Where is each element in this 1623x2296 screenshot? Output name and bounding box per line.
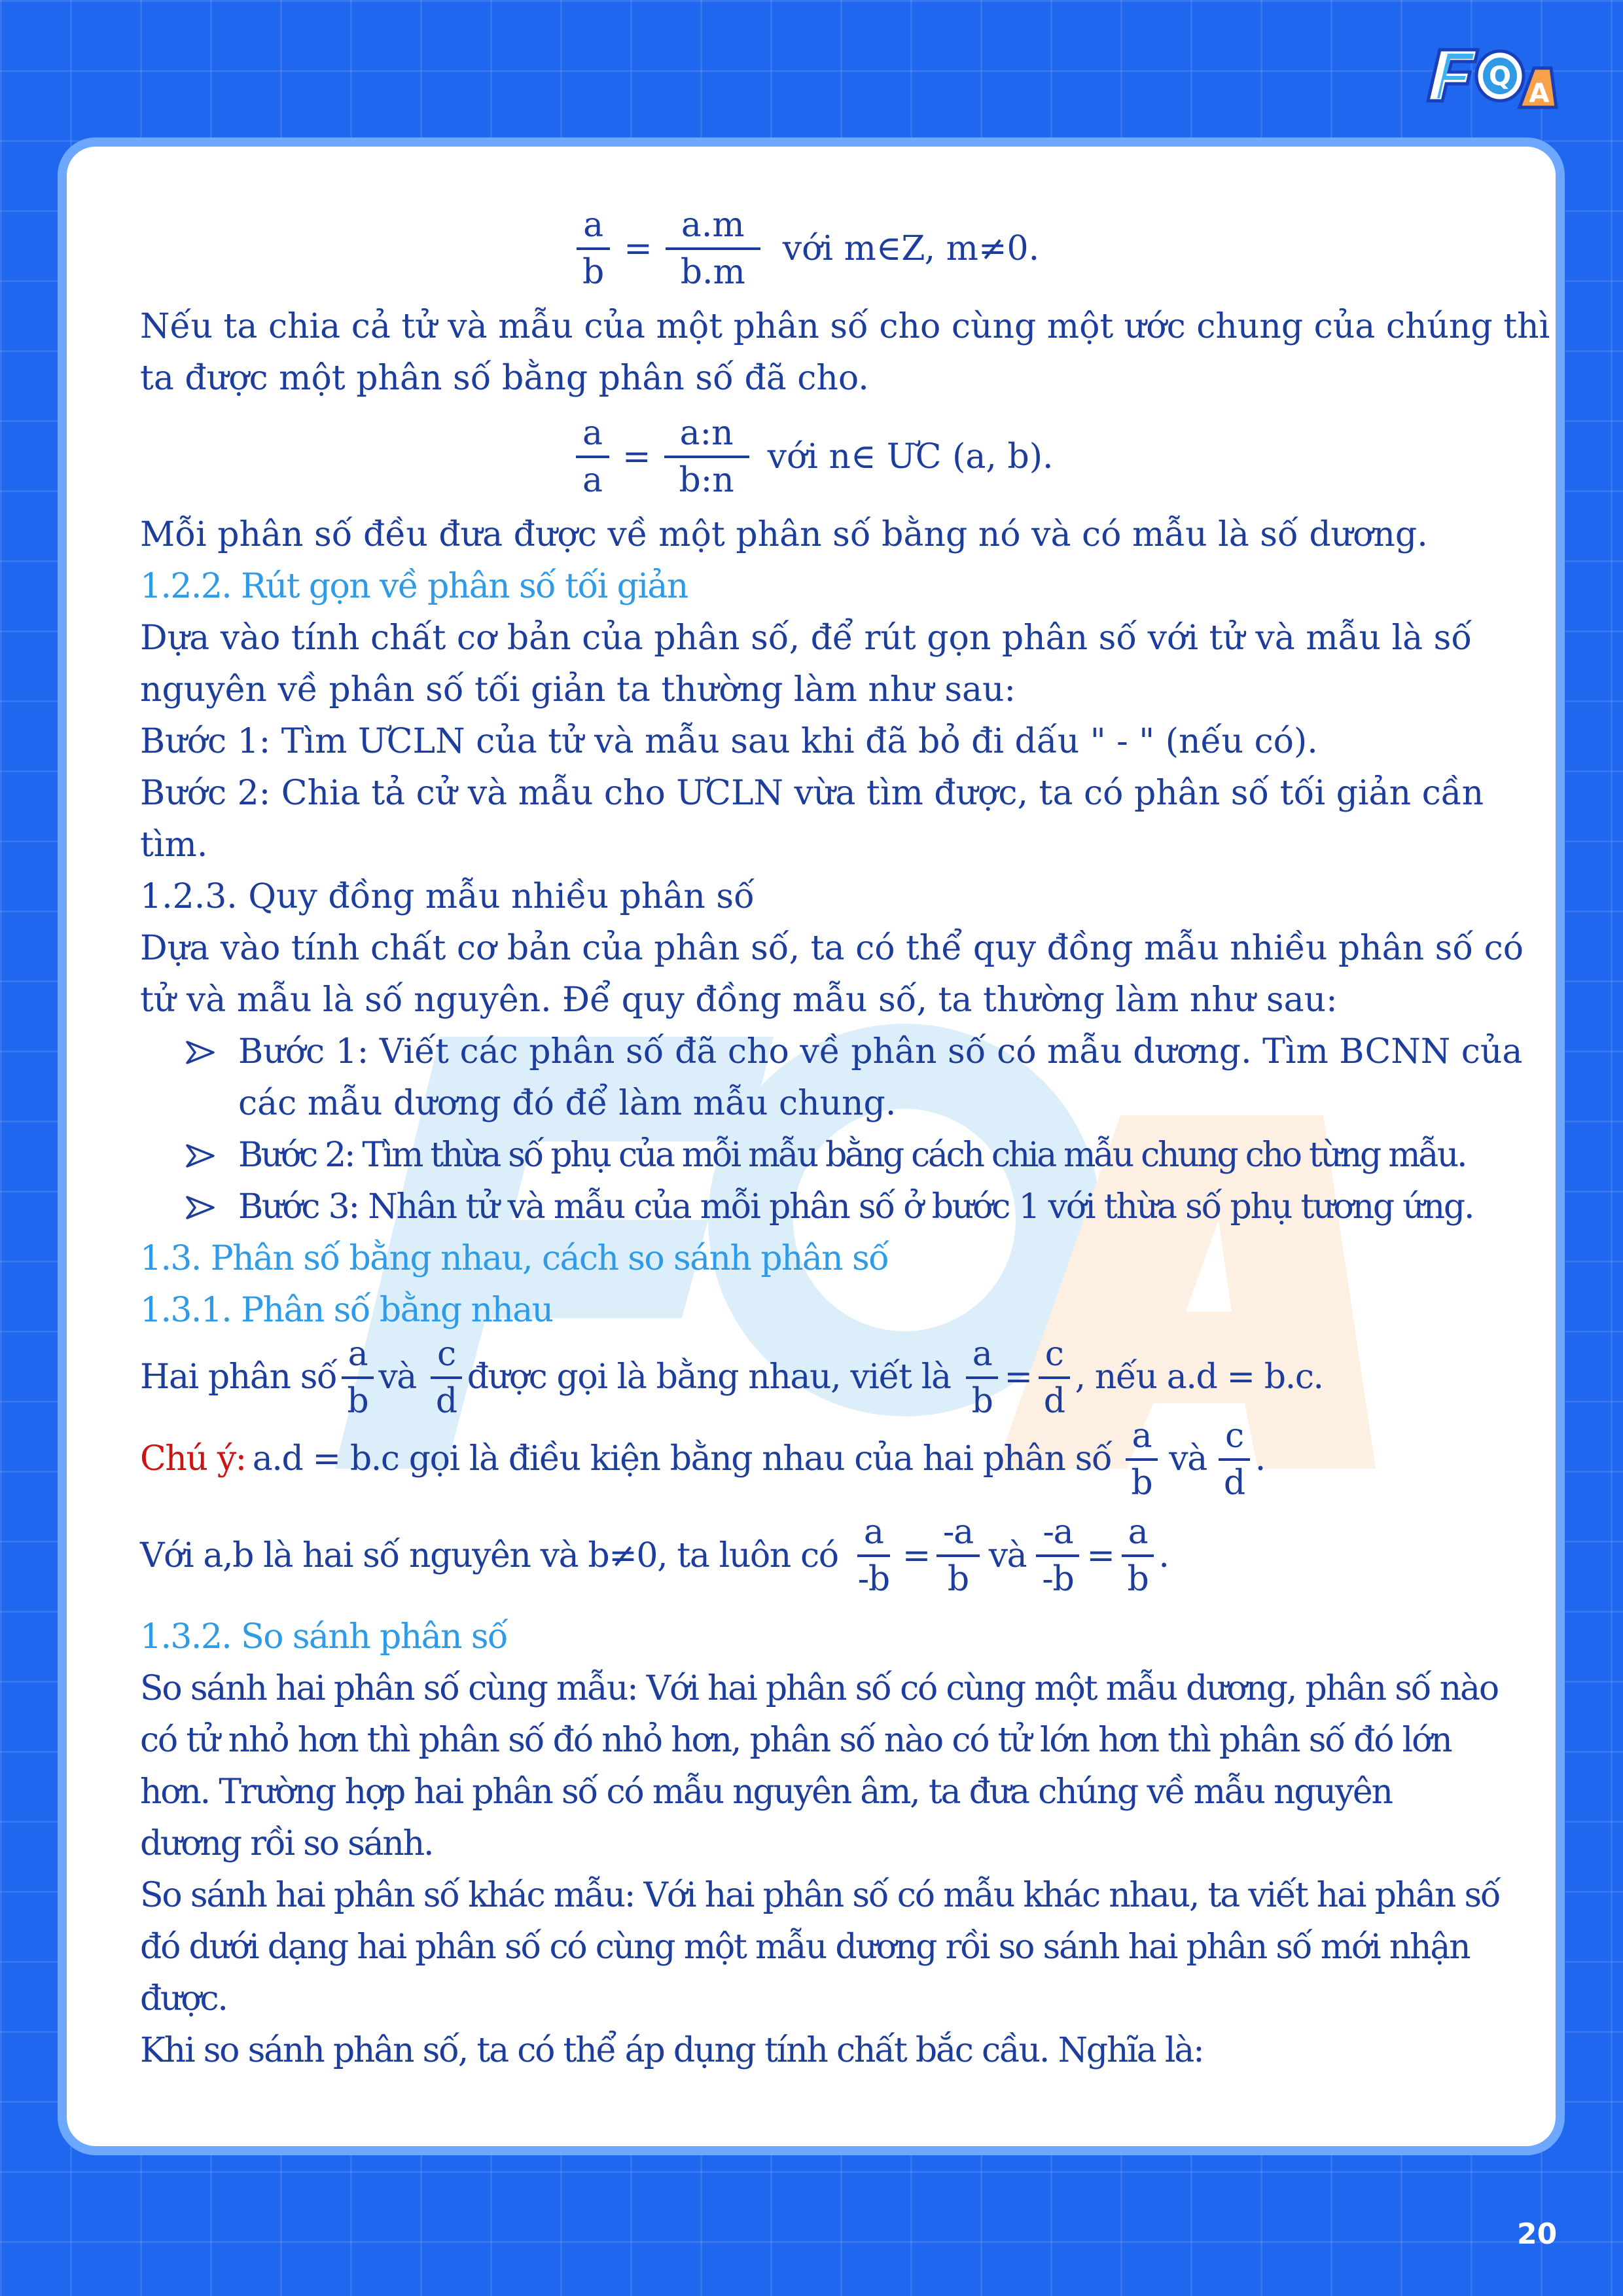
section-heading: 1.2.3. Quy đồng mẫu nhiều phân số: [140, 877, 755, 916]
svg-text:A: A: [1529, 79, 1550, 109]
inline-text: Với a,b là hai số nguyên và b≠0, ta luôn có: [140, 1535, 838, 1575]
paragraph-line: được.: [140, 1979, 227, 2018]
equals-sign: =: [1004, 1357, 1032, 1397]
numerator: a.m: [666, 204, 760, 250]
denominator: a: [582, 461, 603, 500]
inline-text: , nếu a.d = b.c.: [1075, 1357, 1323, 1397]
denominator: d: [1223, 1463, 1245, 1503]
denominator: b: [582, 253, 605, 292]
denominator: d: [1043, 1381, 1065, 1421]
denominator: b: [947, 1560, 969, 1599]
inline-text: a.d = b.c gọi là điều kiện bằng nhau của hai phân số: [252, 1439, 1112, 1479]
fraction: [429, 1333, 463, 1422]
arrowhead-bullet-icon: [186, 1144, 215, 1168]
fraction: [340, 1333, 374, 1422]
equality-definition: [140, 1334, 1496, 1421]
inline-text: .: [1158, 1535, 1169, 1575]
step-line: tìm.: [140, 825, 208, 865]
denominator: b: [1131, 1463, 1152, 1503]
note-label: Chú ý:: [140, 1439, 246, 1479]
inline-text: và: [988, 1535, 1027, 1575]
equals-sign: =: [622, 437, 651, 476]
formula-equivalent-fraction-divide: [140, 404, 1496, 509]
inline-text: Hai phân số: [140, 1357, 337, 1397]
paragraph-line: có tử nhỏ hơn thì phân số đó nhỏ hơn, phân số nào có tử lớn hơn thì phân số đó lớn: [140, 1721, 1452, 1760]
step-line: Bước 2: Chia tả cử và mẫu cho ƯCLN vừa tìm được, ta có phân số tối giản cần: [140, 774, 1484, 813]
bullet-text: Bước 1: Viết các phân số đã cho về phân số có mẫu dương. Tìm BCNN của: [238, 1032, 1523, 1071]
paragraph-line: Dựa vào tính chất cơ bản của phân số, ta có thể quy đồng mẫu nhiều phân số có: [140, 929, 1524, 968]
paragraph-line: Mỗi phân số đều đưa được về một phân số bằng nó và có mẫu là số dương.: [140, 515, 1428, 554]
sign-rule: [140, 1500, 1496, 1611]
section-heading: 1.3. Phân số bằng nhau, cách so sánh phân số: [140, 1239, 889, 1278]
fraction: [664, 412, 749, 501]
numerator: a: [1122, 1511, 1154, 1557]
equals-sign: =: [624, 228, 652, 268]
inline-text: và: [1169, 1439, 1207, 1479]
numerator: -a: [936, 1511, 980, 1557]
paragraph-line: tử và mẫu là số nguyên. Để quy đồng mẫu số, ta thường làm như sau:: [140, 980, 1338, 1020]
note-equality-condition: [140, 1416, 1496, 1503]
fraction: [1124, 1415, 1158, 1504]
section-heading: 1.2.2. Rút gọn về phân số tối giản: [140, 567, 688, 606]
numerator: a: [966, 1333, 999, 1379]
document-body: [140, 196, 1550, 2077]
paragraph-line: Dựa vào tính chất cơ bản của phân số, để rút gọn phân số với tử và mẫu là số: [140, 619, 1472, 658]
numerator: a: [342, 1333, 374, 1379]
denominator: b:n: [679, 461, 734, 500]
fqa-logo: [1421, 42, 1560, 115]
formula-equivalent-fraction-multiply: [140, 196, 1496, 301]
bullet-text: Bước 3: Nhân tử và mẫu của mỗi phân số ở bước 1 với thừa số phụ tương ứng.: [238, 1187, 1474, 1227]
equals-sign: =: [902, 1535, 930, 1575]
denominator: b.m: [680, 253, 745, 292]
paragraph-line: ta được một phân số bằng phân số đã cho.: [140, 359, 869, 398]
paragraph-line: đó dưới dạng hai phân số có cùng một mẫu dương rồi so sánh hai phân số mới nhận: [140, 1928, 1470, 1967]
step-line: Bước 1: Tìm ƯCLN của tử và mẫu sau khi đã bỏ đi dấu " - " (nếu có).: [140, 722, 1318, 761]
page-number: 20: [1517, 2217, 1558, 2251]
denominator: d: [435, 1381, 457, 1421]
arrowhead-bullet-icon: [186, 1041, 215, 1064]
inline-text: được gọi là bằng nhau, viết là: [467, 1357, 951, 1397]
denominator: b: [971, 1381, 993, 1421]
inline-text: .: [1255, 1439, 1265, 1479]
fraction: [576, 204, 611, 293]
numerator: c: [1219, 1415, 1250, 1461]
paragraph-line: hơn. Trường hợp hai phân số có mẫu nguyên âm, ta đưa chúng về mẫu nguyên: [140, 1772, 1392, 1812]
numerator: a: [1126, 1415, 1158, 1461]
fraction: [1217, 1415, 1251, 1504]
bullet-item: [140, 1181, 1496, 1233]
section-heading: 1.3.2. So sánh phân số: [140, 1617, 508, 1657]
fraction: [936, 1511, 980, 1600]
fraction: [851, 1511, 896, 1600]
bullet-item: [140, 1130, 1496, 1181]
paragraph-line: So sánh hai phân số cùng mẫu: Với hai phân số có cùng một mẫu dương, phân số nào: [140, 1669, 1498, 1708]
fraction: [576, 412, 609, 501]
denominator: b: [347, 1381, 368, 1421]
numerator: a: [857, 1511, 890, 1557]
numerator: a:n: [664, 412, 749, 458]
inline-text: và: [378, 1357, 416, 1397]
numerator: a: [577, 204, 610, 250]
formula-condition: với n∈ ƯC (a, b).: [767, 437, 1054, 476]
arrowhead-bullet-icon: [186, 1196, 215, 1219]
formula-condition: với m∈Z, m≠0.: [782, 228, 1040, 268]
bullet-text: các mẫu dương đó để làm mẫu chung.: [238, 1084, 897, 1123]
paragraph-line: nguyên về phân số tối giản ta thường làm như sau:: [140, 670, 1016, 709]
denominator: b: [1127, 1560, 1149, 1599]
paragraph-line: So sánh hai phân số khác mẫu: Với hai phân số có mẫu khác nhau, ta viết hai phân số: [140, 1876, 1500, 1915]
fraction: [666, 204, 760, 293]
svg-text:Q: Q: [1488, 62, 1512, 92]
equals-sign: =: [1086, 1535, 1115, 1575]
denominator: -b: [857, 1560, 889, 1599]
numerator: c: [1039, 1333, 1070, 1379]
numerator: a: [576, 412, 609, 458]
paragraph-line: Nếu ta chia cả tử và mẫu của một phân số cho cùng một ước chung của chúng thì: [140, 307, 1550, 346]
denominator: -b: [1042, 1560, 1074, 1599]
section-heading: 1.3.1. Phân số bằng nhau: [140, 1291, 553, 1330]
bullet-item: [140, 1026, 1523, 1130]
fraction: [1121, 1511, 1155, 1600]
fraction: [1035, 1511, 1080, 1600]
fraction: [1037, 1333, 1071, 1422]
bullet-text: Bước 2: Tìm thừa số phụ của mỗi mẫu bằng cách chia mẫu chung cho từng mẫu.: [238, 1136, 1466, 1175]
paragraph-line: Khi so sánh phân số, ta có thể áp dụng tính chất bắc cầu. Nghĩa là:: [140, 2031, 1204, 2070]
paragraph-line: dương rồi so sánh.: [140, 1824, 433, 1863]
numerator: -a: [1036, 1511, 1079, 1557]
numerator: c: [431, 1333, 462, 1379]
fraction: [965, 1333, 999, 1422]
